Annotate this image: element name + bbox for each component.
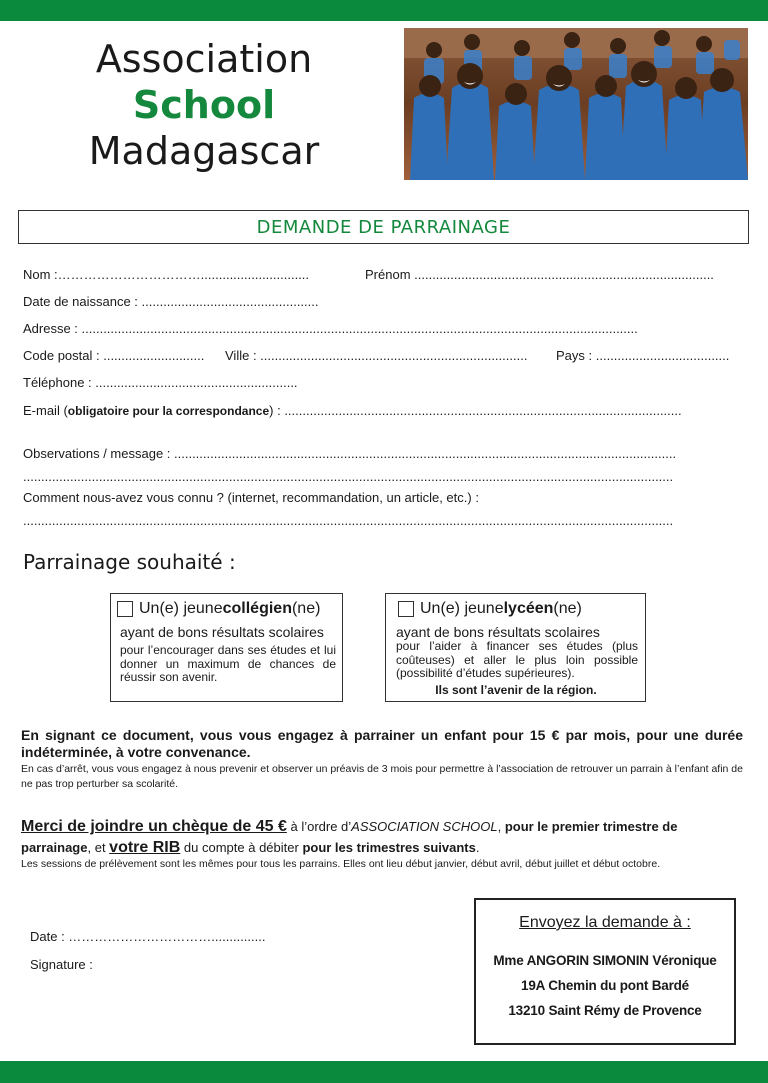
cheque-request: Merci de joindre un chèque de 45 € xyxy=(21,818,287,835)
nom-field[interactable]: Nom :…………………………….............................. xyxy=(23,267,310,282)
address-title: Envoyez la demande à : xyxy=(519,914,691,931)
observations-continuation[interactable]: .................................................................................................................................................................................... xyxy=(23,469,674,484)
college-option[interactable] xyxy=(110,593,343,702)
payment-dot: . xyxy=(475,840,480,855)
engagement-statement: En signant ce document, vous vous engagez à parrainer un enfant pour 15 € par mois, pour une durée indéterminée, à votre convenance. xyxy=(21,727,743,760)
address-city: 13210 Saint Rémy de Provence xyxy=(508,1003,702,1018)
rib-request: votre RIB xyxy=(109,839,181,856)
email-required-note: obligatoire pour la correspondance xyxy=(67,404,270,418)
lycee-option[interactable] xyxy=(385,593,646,702)
bottom-green-bar xyxy=(0,1061,768,1083)
college-label-post: (ne) xyxy=(291,600,321,617)
adresse-field[interactable]: Adresse : .......................................................................................................................................................... xyxy=(23,321,638,336)
lycee-label-bold: lycéen xyxy=(503,600,554,617)
lycee-option-head xyxy=(398,600,582,618)
telephone-field[interactable]: Téléphone : ........................................................ xyxy=(23,375,298,390)
top-green-bar xyxy=(0,0,768,21)
org-title-line3: Madagascar xyxy=(88,129,320,173)
prenom-field[interactable]: Prénom ................................................................................... xyxy=(365,267,714,282)
children-photo xyxy=(404,28,748,180)
compte-text: du compte à débiter xyxy=(180,840,303,855)
form-title-box xyxy=(18,210,749,244)
et-text: , et xyxy=(87,840,110,855)
address-street: 19A Chemin du pont Bardé xyxy=(521,978,689,993)
mailing-address-box xyxy=(474,898,736,1045)
email-field[interactable] xyxy=(23,403,745,419)
ordre-pre: à l’ordre d’ xyxy=(286,819,352,834)
lycee-description: pour l’aider à financer ses études (plus coûteuses) et aller le plus loin possible (possibilité d’études supérieures). xyxy=(396,639,638,680)
lycee-description-bold: Ils sont l’avenir de la région. xyxy=(435,683,597,697)
email-suffix: ) : .............................................................................................................. xyxy=(269,403,682,418)
observations-field[interactable]: Observations / message : ........................................................................................................................................... xyxy=(23,446,677,461)
sessions-note: Les sessions de prélèvement sont les mêmes pour tous les parrains. Elles ont lieu début janvier, début avril, début juillet et début octobre. xyxy=(21,858,661,870)
lycee-label-post: (ne) xyxy=(553,600,582,617)
college-label-bold: collégien xyxy=(222,600,292,617)
date-field[interactable]: Date : ……………………………............... xyxy=(30,929,266,944)
comment-question: Comment nous-avez vous connu ? (internet, recommandation, un article, etc.) : xyxy=(23,490,479,505)
org-title-line2: School xyxy=(132,83,276,127)
form-title: DEMANDE DE PARRAINAGE xyxy=(256,216,511,238)
college-description: pour l’encourager dans ses études et lui donner un maximum de chances de réussir son avenir. xyxy=(120,643,336,684)
date-naissance-field[interactable]: Date de naissance : ................................................. xyxy=(23,294,319,309)
college-label-pre: Un(e) jeune xyxy=(139,600,223,617)
ordre-mid: , xyxy=(497,819,505,834)
college-option-head xyxy=(117,600,320,618)
address-name: Mme ANGORIN SIMONIN Véronique xyxy=(493,953,717,968)
payment-instructions xyxy=(21,816,745,858)
organization-title xyxy=(40,36,368,174)
comment-field[interactable]: .................................................................................................................................................................................... xyxy=(23,513,674,528)
parrainage-title: Parrainage souhaité : xyxy=(23,550,236,574)
ville-field[interactable]: Ville : .......................................................................... xyxy=(225,348,528,363)
signature-field[interactable]: Signature : xyxy=(30,957,93,972)
premier-trimestre: pour le premier trimestre de parrainage xyxy=(21,819,678,855)
lycee-checkbox[interactable] xyxy=(398,601,414,617)
trimestres-suivants: pour les trimestres suivants xyxy=(302,840,476,855)
college-subtitle: ayant de bons résultats scolaires xyxy=(120,624,324,640)
pays-field[interactable]: Pays : ..................................... xyxy=(556,348,730,363)
engagement-notice: En cas d’arrêt, vous vous engagez à nous prevenir et observer un préavis de 3 mois pour permettre à l’association de retrouver un parrain à l’enfant afin de ne pas trop perturber sa scolarité. xyxy=(21,763,743,790)
college-checkbox[interactable] xyxy=(117,601,133,617)
org-title-line1: Association xyxy=(95,37,313,81)
ordre-name: ASSOCIATION SCHOOL xyxy=(351,819,498,834)
lycee-subtitle: ayant de bons résultats scolaires xyxy=(396,624,600,640)
code-postal-field[interactable]: Code postal : ............................ xyxy=(23,348,205,363)
email-prefix: E-mail ( xyxy=(23,403,68,418)
lycee-label-pre: Un(e) jeune xyxy=(420,600,504,617)
